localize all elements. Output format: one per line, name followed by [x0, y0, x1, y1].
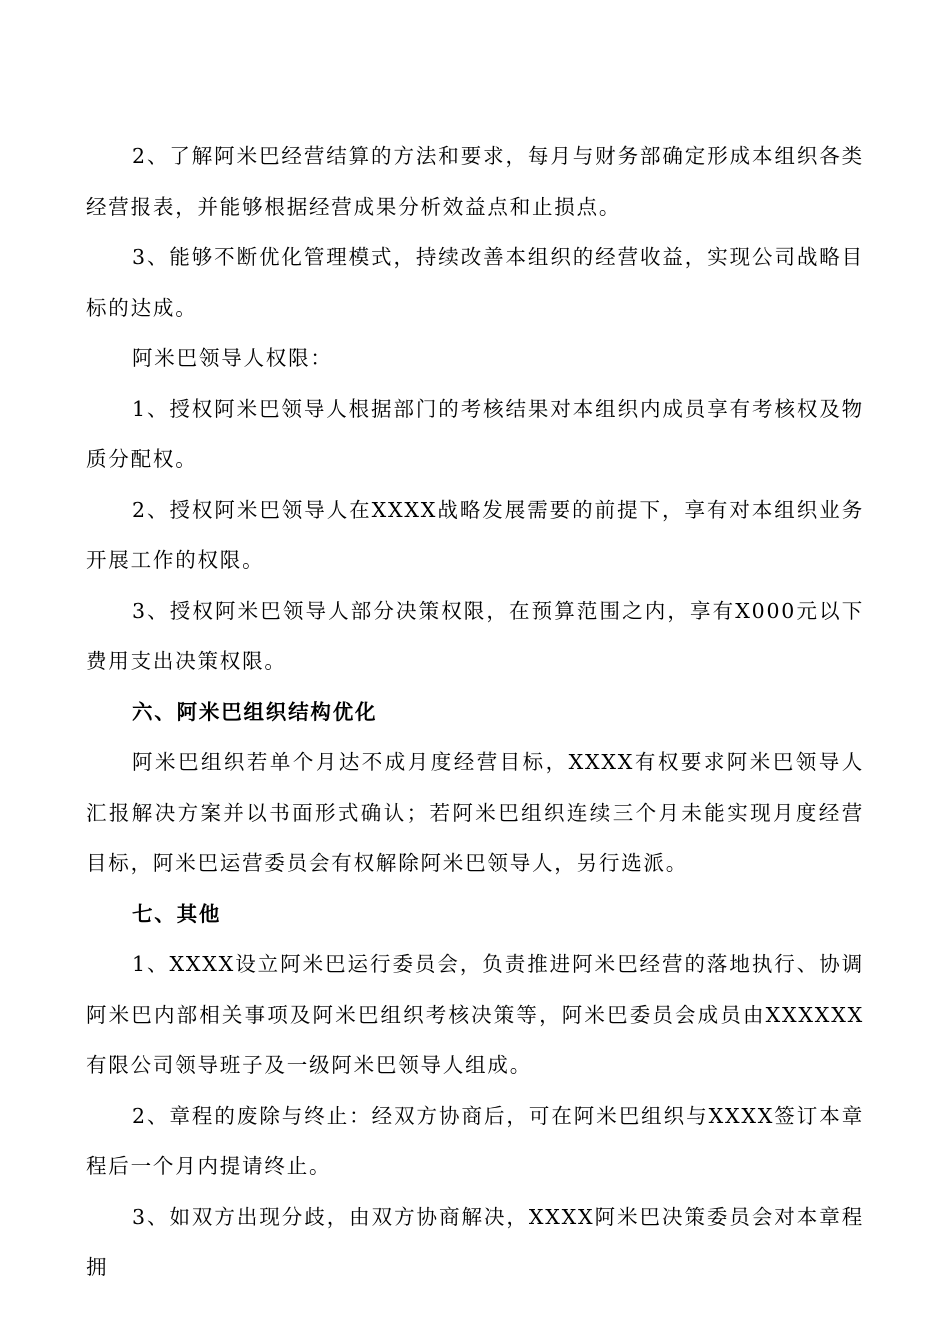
paragraph-authority-3: 3、授权阿米巴领导人部分决策权限，在预算范围之内，享有X000元以下费用支出决策权限。: [86, 598, 864, 673]
section-heading-6: 六、阿米巴组织结构优化: [132, 699, 378, 724]
section-heading-7: 七、其他: [132, 901, 222, 926]
paragraph-leader-duty-2: 2、了解阿米巴经营结算的方法和要求，每月与财务部确定形成本组织各类经营报表，并能够根据经营成果分析效益点和止损点。: [86, 144, 864, 219]
paragraph-leader-authority-title: 阿米巴领导人权限：: [132, 346, 333, 370]
paragraph-authority-2: 2、授权阿米巴领导人在XXXX战略发展需要的前提下，享有对本组织业务开展工作的权限。: [86, 497, 864, 572]
document-body: [86, 131, 864, 1293]
paragraph-authority-1: 1、授权阿米巴领导人根据部门的考核结果对本组织内成员享有考核权及物质分配权。: [86, 396, 864, 471]
paragraph-other-3: 3、如双方出现分歧，由双方协商解决，XXXX阿米巴决策委员会对本章程拥: [86, 1204, 864, 1279]
paragraph-other-1: 1、XXXX设立阿米巴运行委员会，负责推进阿米巴经营的落地执行、协调阿米巴内部相关事项及阿米巴组织考核决策等，阿米巴委员会成员由XXXXXX有限公司领导班子及一级阿米巴领导人组成。: [86, 952, 864, 1077]
paragraph-structure-optimization: 阿米巴组织若单个月达不成月度经营目标，XXXX有权要求阿米巴领导人汇报解决方案并以书面形式确认；若阿米巴组织连续三个月未能实现月度经营目标，阿米巴运营委员会有权解除阿米巴领导人，另行选派。: [86, 750, 864, 875]
paragraph-leader-duty-3: 3、能够不断优化管理模式，持续改善本组织的经营收益，实现公司战略目标的达成。: [86, 245, 864, 320]
paragraph-other-2: 2、章程的废除与终止：经双方协商后，可在阿米巴组织与XXXX签订本章程后一个月内提请终止。: [86, 1103, 864, 1178]
